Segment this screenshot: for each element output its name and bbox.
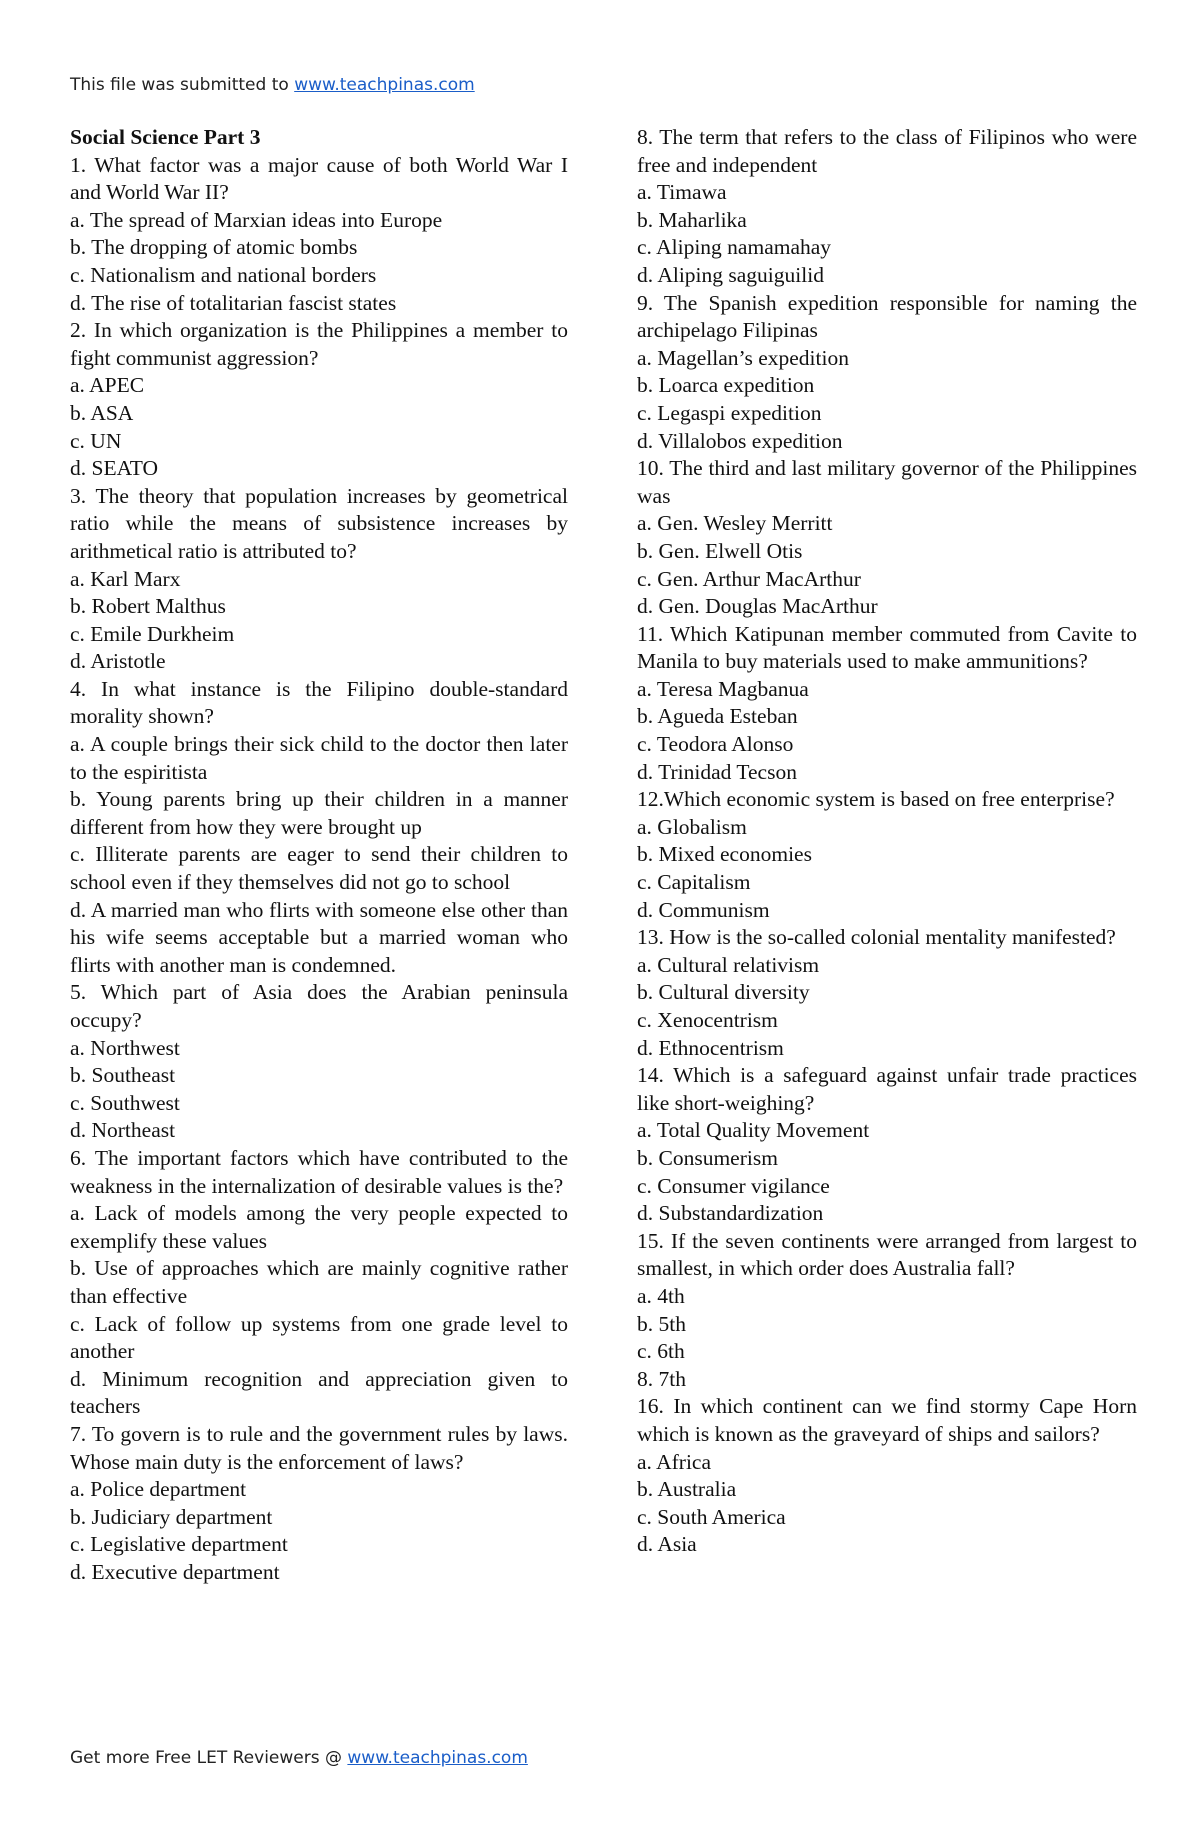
question-block xyxy=(70,979,568,1145)
question-text: 11. Which Katipunan member commuted from Cavite to Manila to buy materials used to make ammunitions? xyxy=(637,621,1137,674)
answer-option: d. Minimum recognition and appreciation given to teachers xyxy=(70,1366,568,1419)
answer-option: a. Total Quality Movement xyxy=(637,1118,870,1143)
answer-option: c. UN xyxy=(70,428,122,453)
answer-option: a. The spread of Marxian ideas into Europe xyxy=(70,207,443,232)
answer-option: c. Nationalism and national borders xyxy=(70,262,377,287)
question-block xyxy=(637,924,1137,1062)
answer-option: c. Aliping namamahay xyxy=(637,235,832,260)
answer-option: a. Cultural relativism xyxy=(637,952,820,977)
answer-option: d. Gen. Douglas MacArthur xyxy=(637,594,878,619)
question-block xyxy=(637,621,1137,787)
answer-option: a. Teresa Magbanua xyxy=(637,676,809,701)
answer-option: a. Gen. Wesley Merritt xyxy=(637,511,833,536)
question-text: 14. Which is a safeguard against unfair trade practices like short-weighing? xyxy=(637,1063,1137,1115)
question-text: 6. The important factors which have contributed to the weakness in the internalization of desirable values is the? xyxy=(70,1145,568,1198)
answer-option: d. Asia xyxy=(637,1532,697,1557)
answer-option: d. The rise of totalitarian fascist states xyxy=(70,290,397,315)
answer-option: c. Emile Durkheim xyxy=(70,621,235,646)
answer-option: c. Xenocentrism xyxy=(637,1008,778,1032)
question-block xyxy=(637,124,1137,290)
answer-option: d. Aliping saguiguilid xyxy=(637,262,824,287)
question-block xyxy=(637,786,1137,924)
answer-option: d. SEATO xyxy=(70,456,159,481)
question-text: 7. To govern is to rule and the government rules by laws. Whose main duty is the enforcement of laws? xyxy=(70,1421,568,1474)
question-block xyxy=(70,152,568,318)
answer-option: a. Globalism xyxy=(637,814,747,839)
answer-option: a. Karl Marx xyxy=(70,566,181,591)
question-text: 2. In which organization is the Philippines a member to fight communist aggression? xyxy=(70,318,568,370)
footer-text: Get more Free LET Reviewers @ xyxy=(70,1748,348,1768)
question-text: 16. In which continent can we find stormy Cape Horn which is known as the graveyard of ships and sailors? xyxy=(637,1394,1137,1446)
answer-option: c. Lack of follow up systems from one grade level to another xyxy=(70,1311,568,1364)
answer-option: b. Robert Malthus xyxy=(70,594,226,619)
answer-option: d. Villalobos expedition xyxy=(637,428,843,453)
answer-option: c. 6th xyxy=(637,1339,685,1364)
header-note xyxy=(70,75,475,95)
right-question-list xyxy=(637,124,1137,1559)
question-block xyxy=(637,1393,1137,1559)
page-title: Social Science Part 3 xyxy=(70,125,261,149)
question-text: 8. The term that refers to the class of Filipinos who were free and independent xyxy=(637,125,1137,177)
answer-option: c. Illiterate parents are eager to send their children to school even if they themselves did not go to school xyxy=(70,842,568,895)
answer-option: a. APEC xyxy=(70,373,145,398)
answer-option: c. Legislative department xyxy=(70,1532,288,1557)
answer-option: c. Legaspi expedition xyxy=(637,400,822,425)
answer-option: b. Gen. Elwell Otis xyxy=(637,538,803,563)
question-block xyxy=(637,1228,1137,1394)
answer-option: b. Loarca expedition xyxy=(637,373,815,398)
question-block xyxy=(70,676,568,980)
answer-option: a. 4th xyxy=(637,1283,685,1308)
question-block xyxy=(70,1145,568,1421)
answer-option: d. Ethnocentrism xyxy=(637,1035,784,1060)
header-link[interactable]: www.teachpinas.com xyxy=(294,75,475,95)
answer-option: b. Maharlika xyxy=(637,207,747,232)
answer-option: a. Police department xyxy=(70,1477,247,1502)
answer-option: c. Gen. Arthur MacArthur xyxy=(637,566,861,591)
question-block xyxy=(70,317,568,483)
question-text: 10. The third and last military governor of the Philippines was xyxy=(637,456,1137,508)
question-block xyxy=(637,290,1137,456)
question-text: 13. How is the so-called colonial mentality manifested? xyxy=(637,925,1116,950)
footer-link[interactable]: www.teachpinas.com xyxy=(347,1748,528,1768)
answer-option: c. Teodora Alonso xyxy=(637,732,794,757)
answer-option: b. The dropping of atomic bombs xyxy=(70,235,358,260)
answer-option: a. Lack of models among the very people expected to exemplify these values xyxy=(70,1201,568,1253)
question-text: 5. Which part of Asia does the Arabian peninsula occupy? xyxy=(70,980,568,1032)
answer-option: c. Capitalism xyxy=(637,870,751,895)
question-block xyxy=(637,1062,1137,1228)
answer-option: b. Consumerism xyxy=(637,1145,778,1170)
answer-option: d. Aristotle xyxy=(70,649,166,674)
answer-option: b. Use of approaches which are mainly cognitive rather than effective xyxy=(70,1256,568,1308)
question-text: 12.Which economic system is based on free enterprise? xyxy=(637,787,1115,812)
answer-option: d. Trinidad Tecson xyxy=(637,759,797,784)
answer-option: d. Communism xyxy=(637,897,770,922)
answer-option: b. Cultural diversity xyxy=(637,980,810,1005)
answer-option: 8. 7th xyxy=(637,1366,686,1391)
answer-option: b. Southeast xyxy=(70,1063,176,1088)
question-text: 15. If the seven continents were arranged from largest to smallest, in which order does Australia fall? xyxy=(637,1228,1137,1281)
answer-option: a. Northwest xyxy=(70,1035,180,1060)
question-text: 9. The Spanish expedition responsible for naming the archipelago Filipinas xyxy=(637,290,1137,343)
answer-option: d. Northeast xyxy=(70,1118,176,1143)
answer-option: a. Africa xyxy=(637,1449,712,1474)
answer-option: a. A couple brings their sick child to the doctor then later to the espiritista xyxy=(70,732,568,784)
answer-option: b. Mixed economies xyxy=(637,842,812,867)
footer-note xyxy=(70,1748,528,1768)
right-column xyxy=(637,124,1137,1559)
answer-option: c. Consumer vigilance xyxy=(637,1173,830,1198)
left-question-list xyxy=(70,152,568,1587)
question-block xyxy=(637,455,1137,621)
answer-option: b. ASA xyxy=(70,400,134,425)
answer-option: d. A married man who flirts with someone else other than his wife seems acceptable but a married woman who flirts with another man is condemned. xyxy=(70,897,568,977)
question-block xyxy=(70,483,568,676)
left-column xyxy=(70,124,568,1586)
answer-option: b. Young parents bring up their children in a manner different from how they were brought up xyxy=(70,787,568,839)
answer-option: c. Southwest xyxy=(70,1090,180,1115)
header-text: This file was submitted to xyxy=(70,75,295,95)
answer-option: d. Executive department xyxy=(70,1559,280,1584)
answer-option: c. South America xyxy=(637,1504,786,1529)
question-block xyxy=(70,1421,568,1587)
answer-option: b. Judiciary department xyxy=(70,1504,273,1529)
answer-option: a. Timawa xyxy=(637,180,727,205)
question-text: 3. The theory that population increases by geometrical ratio while the means of subsistence increases by arithmetical ratio is attributed to? xyxy=(70,483,568,563)
question-text: 1. What factor was a major cause of both World War I and World War II? xyxy=(70,152,568,205)
answer-option: a. Magellan’s expedition xyxy=(637,345,849,370)
question-text: 4. In what instance is the Filipino double-standard morality shown? xyxy=(70,676,568,729)
answer-option: b. Australia xyxy=(637,1477,737,1502)
answer-option: d. Substandardization xyxy=(637,1201,824,1226)
answer-option: b. Agueda Esteban xyxy=(637,704,798,729)
answer-option: b. 5th xyxy=(637,1311,686,1336)
